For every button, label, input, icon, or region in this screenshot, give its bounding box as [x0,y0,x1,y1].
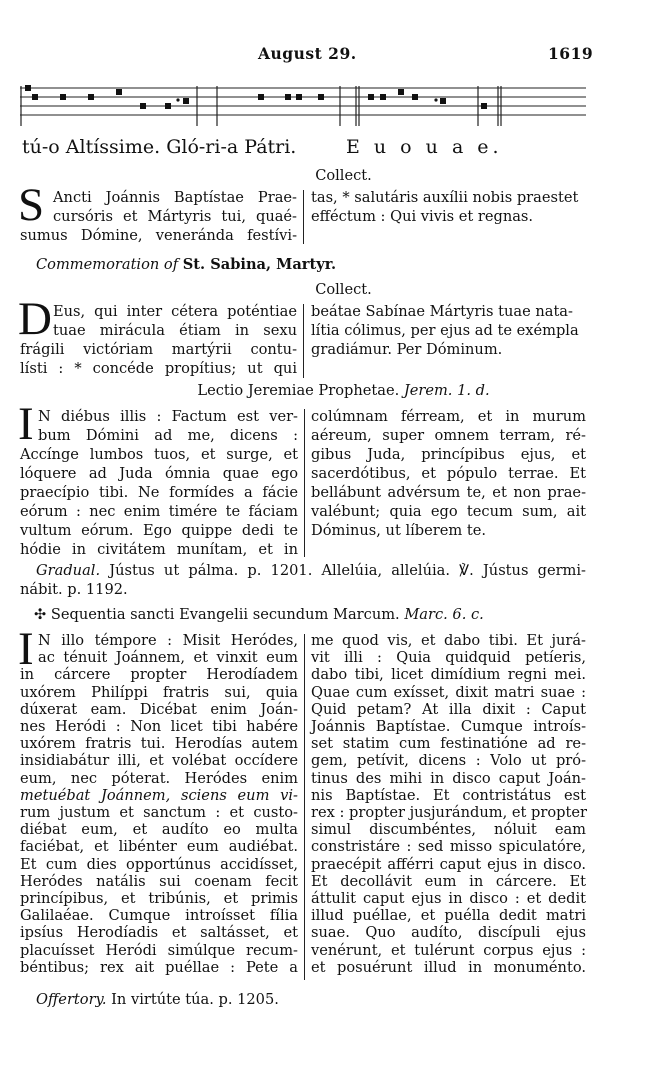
text-line: áttulit caput ejus in disco : et dedit [311,890,586,907]
text-line: venérunt, et tulérunt corpus ejus : [311,941,586,959]
text-line: frágili victóriam martýrii contu- [20,341,297,358]
text-line: eum, nec póterat. Heródes enim [20,769,298,787]
text-line: placuísset Heródi simúlque recum- [20,941,298,959]
text-line: gibus Juda, princípibus ejus, et [311,446,586,463]
text-line: lóquere ad Juda ómnia quae ego [20,465,298,482]
text-line: Ancti Joánnis Baptístae Prae- [53,189,297,206]
gradual-label: Gradual. [36,562,101,579]
collect-heading: Collect. [315,167,372,184]
text-line: uxórem Philíppi fratris sui, quia [20,683,298,701]
gospel-heading [34,605,484,624]
column-divider [304,409,305,557]
text-line: constristáre : sed misso spiculatóre, [311,838,586,856]
text-line: gem, petívit, dicens : Volo ut pró- [311,752,586,770]
text-line: insidiabátur illi, et volébat occídere [20,752,298,770]
text-line: Galilaéae. Cumque introísset fília [20,907,298,925]
text-line: set statim cum festinatióne ad re- [311,735,586,753]
text-line: ac ténuit Joánnem, et vinxit eum [38,649,298,667]
gradual-text: Jústus ut pálma. p. 1201. Allelúia, allelúia. ℣. Jústus germi- [109,562,586,579]
page-number: 1619 [548,44,594,63]
text-line: me quod vis, et dabo tibi. Et jurá- [311,632,586,649]
text-line: aéreum, super omnem terram, ré- [311,427,586,444]
text-line: praecípio tibi. Ne formídes a fácie [20,484,298,501]
text-line: eórum : nec enim timére te fáciam [20,503,298,520]
commemoration-name: St. Sabina, Martyr. [182,256,337,273]
text-line: cursóris et Mártyris tui, quaé- [53,208,297,225]
text-line: uxórem fratris tui. Herodías autem [20,735,298,753]
column-divider [303,304,304,378]
text-line: sacerdótibus, et pópulo terrae. Et [311,465,586,482]
text-line: gradiámur. Per Dóminum. [311,341,503,358]
chant-staff [20,82,586,128]
text-line: nes Heródi : Non licet tibi habére [20,718,298,735]
text-line: hódie in civitátem munítam, et in [20,541,298,558]
text-line: Et decollávit eum in cárcere. Et [311,872,586,890]
text-line: Joánnis Baptístae. Cumque introís- [311,718,586,735]
drop-cap: S [18,179,45,231]
text-line: metuébat Joánnem, sciens eum vi- [20,786,298,804]
offertory-label: Offertory. [36,991,107,1008]
drop-cap: D [18,293,52,345]
text-line: Dóminus, ut líberem te. [311,522,487,539]
offertory-text: In virtúte túa. p. 1205. [111,991,279,1008]
text-line: bum Dómini ad me, dicens : [38,427,298,444]
commemoration-label: Commemoration of [36,256,179,273]
text-line: efféctum : Qui vivis et regnas. [311,208,534,225]
lectio-heading [8,381,671,400]
text-line: diébat eum, et audíto eo multa [20,821,298,839]
text-line: praecépit afférri caput ejus in disco. [311,855,586,873]
text-line: nis Baptístae. Et contristátus est [311,786,586,804]
collect-heading: Collect. [315,281,372,298]
text-line: beátae Sabínae Mártyris tuae nata- [311,303,573,320]
gospel-ref: Marc. 6. c. [404,606,484,623]
drop-cap: I [18,623,34,675]
text-line: N illo témpore : Misit Heródes, [38,632,298,649]
text-line: N diébus illis : Factum est ver- [38,408,298,425]
text-line: faciébat, et libénter eum audiébat. [20,838,298,856]
text-line: bellábunt advérsum te, et non prae- [311,484,586,501]
offertory-line [36,990,279,1009]
gospel-title: Sequentia sancti Evangelii secundum Marcum. [50,606,400,623]
text-line: Heródes natális sui coenam fecit [20,872,298,890]
gradual-line: nábit. p. 1192. [20,581,128,598]
text-line: in cárcere propter Herodíadem [20,666,298,684]
text-line: dabo tibi, licet dimídium regni mei. [311,666,586,684]
text-line: vultum eórum. Ego quippe dedi te [20,522,298,539]
chant-euouae: E u o u a e. [346,136,503,158]
chant-syllables: tú-o Altíssime. Gló-ri-a Pátri. [22,136,297,158]
text-line: simul discumbéntes, nóluit eam [311,821,586,839]
text-line: et posuérunt illud in monuménto. [311,958,586,976]
text-line: Eus, qui inter cétera poténtiae [53,303,297,320]
lectio-ref: Jerem. 1. d. [403,382,490,399]
text-line: sumus Dómine, veneránda festívi- [20,227,297,244]
running-title: August 29. [258,44,357,63]
text-line: suae. Quo audíto, discípuli ejus [311,924,586,942]
text-line: Quid petam? At illa dixit : Caput [311,700,586,718]
drop-cap: I [18,398,34,450]
column-divider [304,634,305,980]
text-line: tas, * salutáris auxílii nobis praestet [311,189,579,206]
text-line: rex : propter jusjurándum, et propter [311,804,587,821]
text-line: illud puéllae, et puélla dedit matri [311,907,586,925]
text-line: rum justum et sanctum : et custo- [20,804,298,821]
text-line: lísti : * concéde propítius; ut qui [20,360,297,377]
column-divider [303,190,304,244]
commemoration [36,255,336,274]
text-line: Accínge lumbos tuos, et surge, et [20,446,298,463]
text-line: tuae mirácula étiam in sexu [53,322,297,339]
text-line: béntibus; rex ait puéllae : Pete a [20,958,298,976]
lectio-title: Lectio Jeremiae Prophetae. [197,382,400,399]
text-line: colúmnam férream, et in murum [311,408,586,425]
text-line: tinus des mihi in disco caput Joán- [311,769,586,787]
gradual-line [36,561,586,580]
text-line: vit illi : Quia quidquid petíeris, [311,649,586,667]
text-line: valébunt; quia ego tecum sum, ait [311,503,586,520]
text-line: princípibus, et tribúnis, et primis [20,890,298,907]
text-line: dúxerat eam. Dicébat enim Joán- [20,700,298,718]
text-line: Quae cum exísset, dixit matri suae : [311,683,586,701]
text-line: lítia cólimus, per ejus ad te exémpla [311,322,579,339]
cross-icon: ✣ [34,606,47,623]
text-line: Et cum dies opportúnus accidísset, [20,855,298,873]
text-line: ipsíus Herodíadis et saltásset, et [20,924,298,942]
